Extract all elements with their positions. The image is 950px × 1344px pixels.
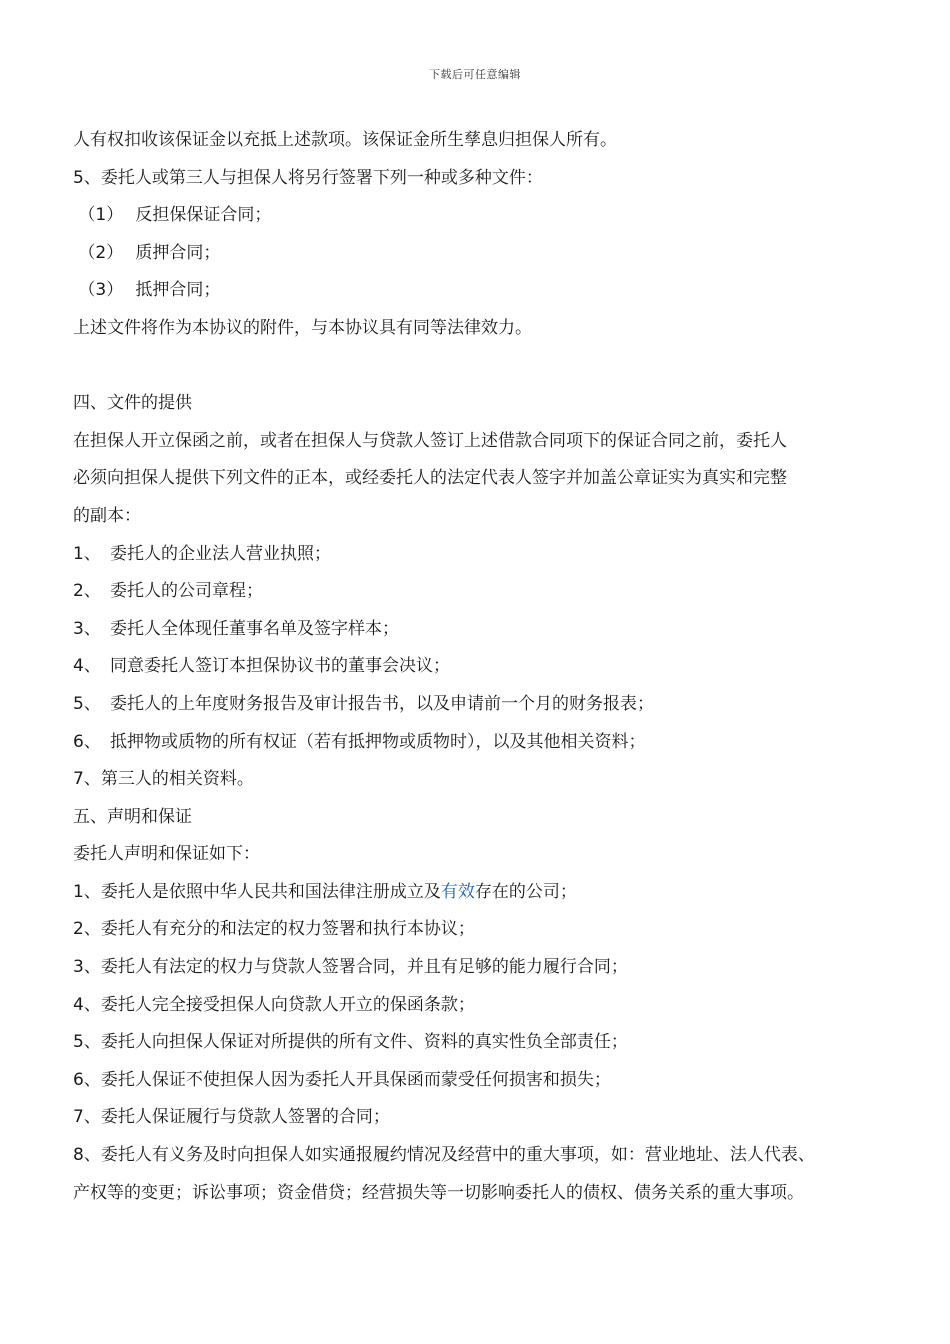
hyperlink[interactable]: 有效 bbox=[440, 881, 475, 902]
list-item bbox=[73, 648, 913, 686]
list-item-number: 1、 bbox=[73, 543, 101, 564]
paragraph-line: 在担保人开立保函之前，或者在担保人与贷款人签订上述借款合同项下的保证合同之前，委托人 bbox=[73, 430, 787, 451]
sub-item-number: （3） bbox=[78, 280, 124, 301]
list-item: 8、委托人有义务及时向担保人如实通报履约情况及经营中的重大事项，如：营业地址、法人代表、 bbox=[73, 1145, 815, 1166]
list-item-number: 6、 bbox=[73, 731, 101, 752]
list-item: 产权等的变更；诉讼事项；资金借贷；经营损失等一切影响委托人的债权、债务关系的重大事项。 bbox=[73, 1182, 804, 1203]
spacer bbox=[73, 348, 913, 386]
sub-item bbox=[73, 235, 913, 273]
list-item: 6、委托人保证不使担保人因为委托人开具保函而蒙受任何损害和损失； bbox=[73, 1069, 611, 1090]
list-item-text: 委托人的公司章程； bbox=[110, 581, 263, 602]
list-item-text: 同意委托人签订本担保协议书的董事会决议； bbox=[110, 656, 450, 677]
sub-item-text: 反担保保证合同； bbox=[135, 205, 272, 226]
list-item bbox=[73, 536, 913, 574]
list-item: 2、委托人有充分的和法定的权力签署和执行本协议； bbox=[73, 919, 475, 940]
list-item bbox=[73, 686, 913, 724]
sub-item-number: （1） bbox=[78, 205, 124, 226]
page-header: 下载后可任意编辑 bbox=[429, 68, 521, 81]
sub-item-text: 质押合同； bbox=[135, 242, 221, 263]
list-item: 5、委托人向担保人保证对所提供的所有文件、资料的真实性负全部责任； bbox=[73, 1032, 628, 1053]
list-item bbox=[73, 573, 913, 611]
clause-item-5: 5、委托人或第三人与担保人将另行签署下列一种或多种文件： bbox=[73, 167, 543, 188]
list-item-text: 存在的公司； bbox=[474, 881, 577, 902]
list-item bbox=[73, 874, 913, 912]
list-item: 7、委托人保证履行与贷款人签署的合同； bbox=[73, 1107, 390, 1128]
list-item-text: 委托人的上年度财务报告及审计报告书，以及申请前一个月的财务报表； bbox=[110, 693, 654, 714]
paragraph-continuation: 人有权扣收该保证金以充抵上述款项。该保证金所生孳息归担保人所有。 bbox=[73, 130, 617, 150]
closing-paragraph: 上述文件将作为本协议的附件，与本协议具有同等法律效力。 bbox=[73, 317, 532, 338]
sub-item bbox=[73, 272, 913, 310]
section-heading: 四、文件的提供 bbox=[73, 393, 192, 414]
sub-item-number: （2） bbox=[78, 242, 124, 263]
sub-item-text: 抵押合同； bbox=[135, 280, 221, 301]
sub-item bbox=[73, 197, 913, 235]
list-item-number: 3、 bbox=[73, 618, 101, 639]
paragraph-line: 委托人声明和保证如下： bbox=[73, 844, 260, 865]
list-item-text: 抵押物或质物的所有权证（若有抵押物或质物时），以及其他相关资料； bbox=[110, 731, 646, 752]
list-item-number: 4、 bbox=[73, 656, 101, 677]
list-item-text: 委托人全体现任董事名单及签字样本； bbox=[110, 618, 399, 639]
paragraph-line: 必须向担保人提供下列文件的正本，或经委托人的法定代表人签字并加盖公章证实为真实和完整 bbox=[73, 468, 787, 489]
list-item: 7、第三人的相关资料。 bbox=[73, 769, 254, 790]
section-heading: 五、声明和保证 bbox=[73, 806, 192, 827]
list-item-number: 5、 bbox=[73, 693, 101, 714]
list-item: 3、委托人有法定的权力与贷款人签署合同，并且有足够的能力履行合同； bbox=[73, 957, 628, 978]
paragraph-line: 的副本： bbox=[73, 505, 141, 526]
list-item bbox=[73, 724, 913, 762]
list-item-text: 1、委托人是依照中华人民共和国法律注册成立及 bbox=[73, 881, 441, 902]
list-item bbox=[73, 611, 913, 649]
list-item-number: 2、 bbox=[73, 581, 101, 602]
document-body bbox=[73, 122, 913, 1212]
list-item-text: 委托人的企业法人营业执照； bbox=[110, 543, 331, 564]
list-item: 4、委托人完全接受担保人向贷款人开立的保函条款； bbox=[73, 994, 475, 1015]
